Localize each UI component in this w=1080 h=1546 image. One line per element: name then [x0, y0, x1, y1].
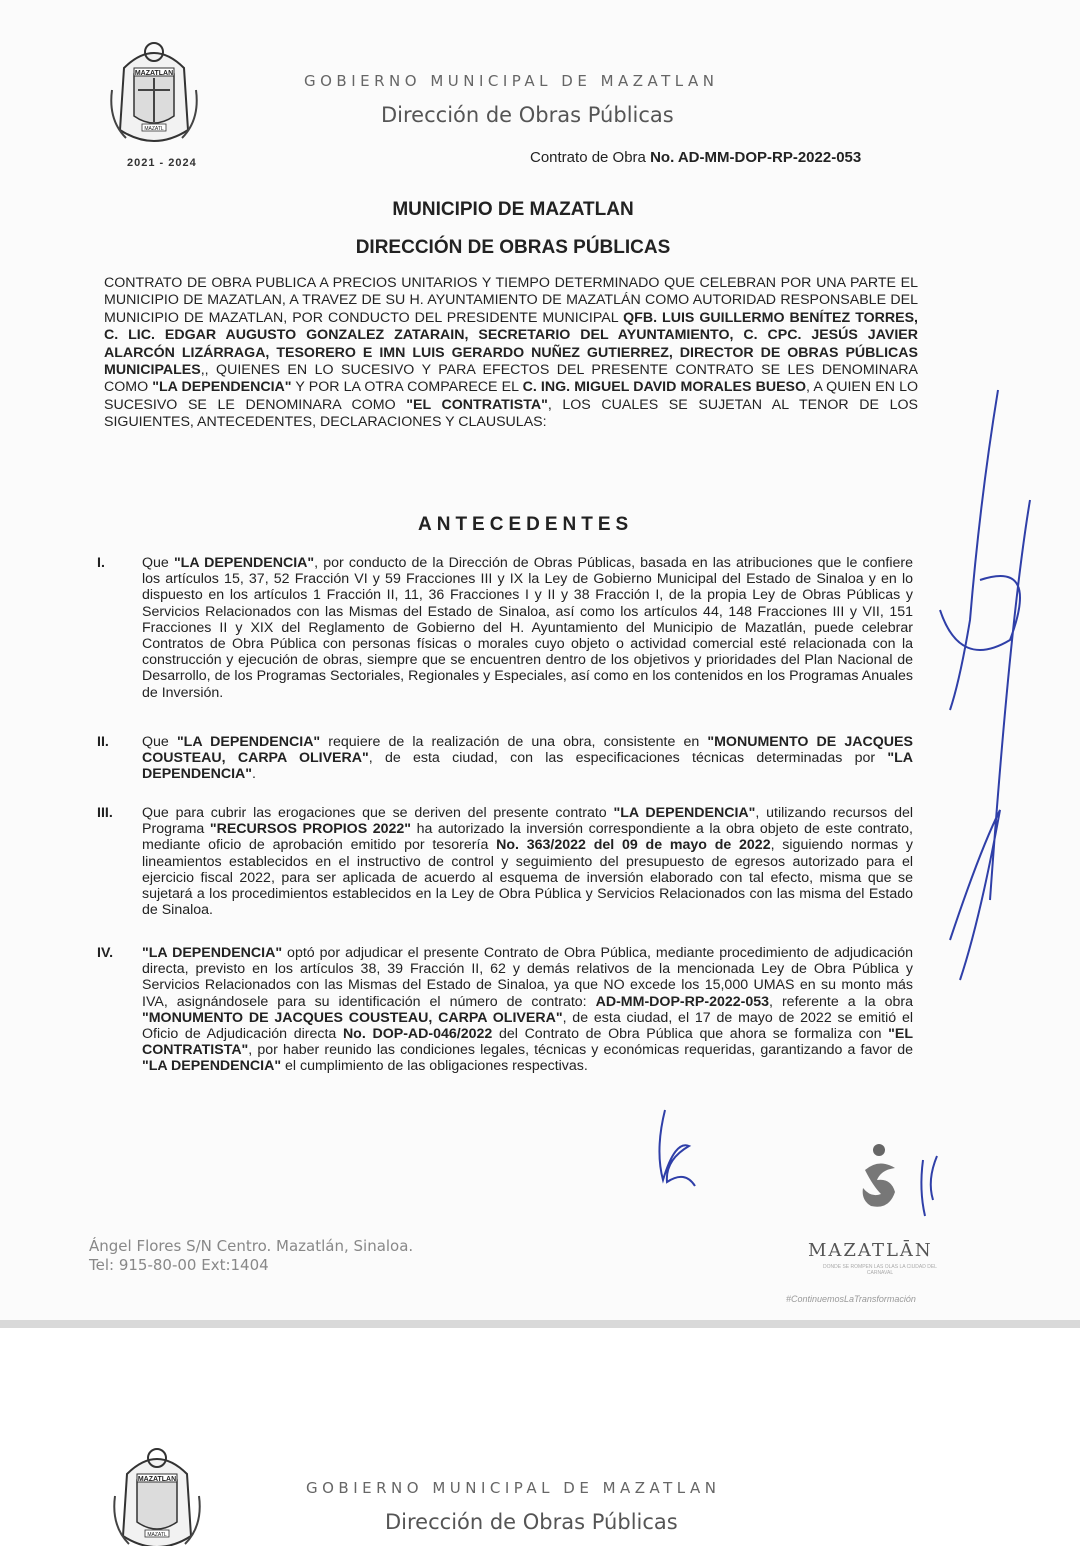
intro-text: , LOS CUALES SE SUJETAN AL TENOR DE LOS SIGUIENTES, ANTECEDENTES, DECLARACIONES Y CLAUSULAS: [104, 396, 919, 431]
crest-sub: MAZATL [144, 126, 164, 132]
crest-label: MAZATLAN [134, 70, 174, 77]
clause-number: III. [97, 805, 113, 821]
department-name: Dirección de Obras Públicas [385, 1510, 678, 1534]
intro-officials: QFB. LUIS GUILLERMO BENÍTEZ TORRES, C. LIC. EDGAR AUGUSTO GONZALEZ ZATARAIN, SECRETARIO DEL AYUNTAMIENTO, C. CPC. JESÚS JAVIER ALARCÓN LIZÁRRAGA, TESORERO E IMN LUIS GERARDO NUÑEZ GUTIERREZ, DIRECTOR DE OBRAS PÚBLICAS MUNICIPALES [104, 309, 918, 379]
crest-label: MAZATLAN [137, 1476, 177, 1483]
municipal-crest-logo [107, 1436, 207, 1546]
intro-dependencia: "LA DEPENDENCIA" [152, 379, 292, 396]
mazatlan-brand-logo-icon [855, 1140, 915, 1220]
title-municipality: MUNICIPIO DE MAZATLAN [392, 199, 634, 220]
crest-sub: MAZATL [147, 1532, 167, 1538]
government-name: GOBIERNO MUNICIPAL DE MAZATLAN [304, 72, 719, 90]
page-divider [0, 1320, 1080, 1328]
clause-number: IV. [97, 945, 114, 961]
clause-number: II. [97, 734, 109, 750]
brand-tagline: DONDE SE ROMPEN LAS OLAS LA CIUDAD DEL CARNAVAL [823, 1264, 937, 1276]
document-page-2 [0, 1328, 1080, 1545]
clause-1 [97, 555, 913, 715]
municipal-crest-logo [104, 30, 204, 158]
clause-4 [97, 945, 913, 1085]
signature-right-margin [920, 380, 1070, 1000]
clause-2 [97, 734, 913, 784]
clause-text: Que "LA DEPENDENCIA", por conducto de la Dirección de Obras Públicas, basada en las atribuciones que le confiere los artículos 15, 37, 52 Fracción VI y 59 Fracciones III y IX la Ley de Gobierno Municipal del Estado de Sinaloa y en lo dispuesto en los artículos 1 Fracción II, 11, 36 Fracciones I y II y 38 Fracción I, de la propia Ley de Obras Públicas y Servicios Relacionados con las Mismas del Estado de Sinaloa, así como los artículos 44, 148 Fracciones III y VII, 151 Fracciones II y XIX del Reglamento de Gobierno del H. Ayuntamiento del Municipio de Mazatlán, puede celebrar Contratos de Obra Pública con personas físicas o morales cuyo objeto o actividad comercial esté relacionada con la construcción y ejecución de obras, siempre que se encuentren dentro de los objetivos y prioridades del Plan Nacional de Desarrollo, de los Programas Sectoriales, Regionales y Especiales, así como en los contenidos en los Programas Anuales de Inversión. [142, 555, 913, 701]
intro-text: Y POR LA OTRA COMPARECE EL [291, 379, 523, 396]
title-department: DIRECCIÓN DE OBRAS PÚBLICAS [355, 237, 671, 258]
signature-initials-right [915, 1150, 945, 1220]
clause-text: Que para cubrir las erogaciones que se deriven del presente contrato "LA DEPENDENCIA", utilizando recursos del Programa "RECURSOS PROPIOS 2022" ha autorizado la inversión correspondiente a la obra objeto de este contrato, mediante oficio de aprobación emitido por tesorería No. 363/2022 del 09 de mayo de 2022, siguiendo normas y lineamientos establecidos en el instructivo de control y seguimiento del presupuesto de egresos autorizado para el ejercicio fiscal 2022, para ser aplicada de acuerdo al esquema de inversión elaborado con tal efecto, misma que se sujetará a los procedimientos establecidos en la Ley de Obra Pública y Servicios Relacionados con las misma del Estado de Sinaloa. [142, 805, 914, 919]
clause-number: I. [97, 555, 105, 571]
clause-text: Que "LA DEPENDENCIA" requiere de la realización de una obra, consistente en "MONUMENTO DE JACQUES COUSTEAU, CARPA OLIVERA", de esta ciudad, con las especificaciones técnicas determinadas por "LA DEPENDENCIA". [142, 734, 913, 783]
phone-line: Tel: 915-80-00 Ext:1404 [89, 1256, 269, 1274]
contract-number: No. AD-MM-DOP-RP-2022-053 [650, 149, 862, 166]
intro-contratista: "EL CONTRATISTA" [406, 396, 548, 413]
intro-text: CONTRATO DE OBRA PUBLICA A PRECIOS UNITARIOS Y TIEMPO DETERMINADO QUE CELEBRAN POR UNA PARTE EL MUNICIPIO DE MAZATLAN, A TRAVEZ DE SU H. AYUNTAMIENTO DE MAZATLÁN COMO AUTORIDAD RESPONSABLE DEL MUNICIPIO DE MAZATLAN, POR CONDUCTO DEL PRESIDENTE MUNICIPAL [104, 275, 918, 326]
address-line: Ángel Flores S/N Centro. Mazatlán, Sinaloa. [89, 1237, 414, 1255]
intro-text: , A QUIEN EN LO SUCESIVO SE LE DENOMINARA COMO [104, 379, 918, 413]
intro-text: ,, QUIENES EN LO SUCESIVO Y PARA EFECTOS DEL PRESENTE CONTRATO SE LES DENOMINARA COMO [104, 362, 918, 396]
signature-initials-center [645, 1100, 705, 1190]
intro-contractor-name: C. ING. MIGUEL DAVID MORALES BUESO [522, 379, 807, 396]
contract-reference [530, 149, 861, 166]
clause-text: "LA DEPENDENCIA" optó por adjudicar el presente Contrato de Obra Pública, mediante procedimiento de adjudicación directa, previsto en los artículos 38, 39 Fracción II, 62 y demás relativos de la mencionada Ley de Obra Pública y Servicios Relacionados con las Mismas del Estado de Sinaloa, ya que NO excede los 15,000 UMAS en su monto más IVA, asignándosele para su identificación el número de contrato: AD-MM-DOP-RP-2022-053, referente a la obra "MONUMENTO DE JACQUES COUSTEAU, CARPA OLIVERA", de esta ciudad, el 17 de mayo de 2022 se emitió el Oficio de Adjudicación directa No. DOP-AD-046/2022 del Contrato de Obra Pública que ahora se formaliza con "EL CONTRATISTA", por haber reunido las condiciones legales, técnicas y económicas requeridas, garantizando a favor de "LA DEPENDENCIA" el cumplimiento de las obligaciones respectivas. [142, 945, 913, 1075]
mazatlan-brand: MAZATLĀN [808, 1240, 933, 1261]
section-title-antecedentes: ANTECEDENTES [418, 514, 634, 535]
contract-intro-paragraph [104, 275, 918, 432]
hashtag: #ContinuemosLaTransformación [786, 1294, 916, 1304]
footer-address [89, 1237, 413, 1275]
department-name: Dirección de Obras Públicas [381, 103, 674, 127]
term-years: 2021 - 2024 [127, 157, 197, 169]
government-name: GOBIERNO MUNICIPAL DE MAZATLAN [306, 1479, 721, 1497]
contract-prefix: Contrato de Obra [530, 149, 646, 166]
clause-3 [97, 805, 913, 925]
